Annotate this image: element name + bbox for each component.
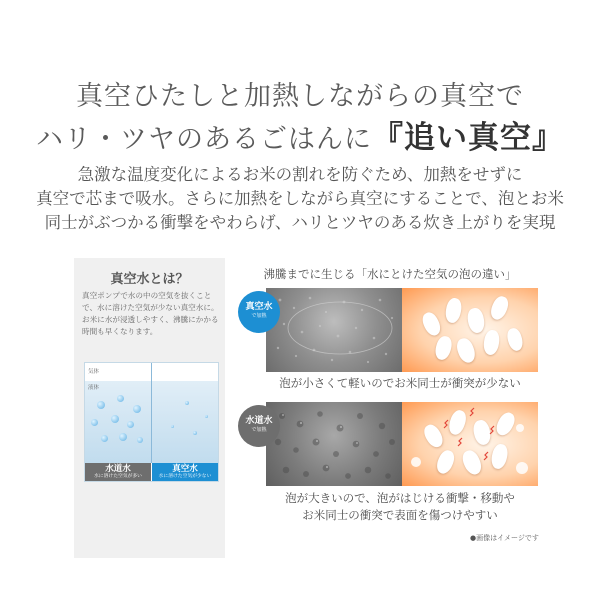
tap-water-label: [85, 463, 151, 481]
image-note: ●画像はイメージです: [470, 534, 539, 542]
tap-heating-badge: [238, 405, 280, 447]
air-bubble: [97, 401, 105, 409]
air-bubble: [133, 405, 141, 413]
rice-grain: [420, 310, 444, 338]
headline-line-1: 真空ひたしと加熱しながらの真空で: [76, 81, 524, 112]
rice-grain: [505, 327, 524, 353]
headline-emphasis: 『追い真空』: [372, 120, 564, 156]
rice-grains-vacuum-illustration: [402, 288, 538, 372]
body-line-1: 急激な温度変化によるお米の割れを防ぐため、加熱をせずに: [77, 165, 523, 184]
air-bubble: [91, 419, 98, 426]
gas-label: 気体: [88, 369, 100, 375]
tap-heating-badge-sub: で加熱: [251, 427, 267, 433]
tank-divider: [151, 363, 152, 463]
impact-marks: [402, 402, 538, 486]
vacuum-water-description: 真空ポンプで水の中の空気を抜くことで、水に溶けた空気が少ない真空水に。お米に水が浸透しやすく、沸騰にかかる時間も早くなります。: [82, 291, 219, 336]
air-bubble-small: [171, 425, 174, 428]
tap-water-subtitle: 水に溶けた空気が多い: [94, 474, 142, 479]
tap-water-bubbles-photo: [266, 402, 402, 486]
liquid-label: 液体: [88, 385, 100, 391]
tap-heating-caption-line-2: お米同士の衝突で表面を傷つけやすい: [302, 508, 498, 522]
large-bubbles-texture: [266, 402, 402, 486]
tap-heating-badge-title: 水道水: [245, 416, 273, 426]
air-bubble: [117, 395, 124, 402]
vacuum-water-label: [152, 463, 218, 481]
rice-grains-tap-illustration: [402, 402, 538, 486]
water-comparison-diagram: [84, 362, 219, 482]
air-bubble-small: [193, 431, 197, 435]
air-bubble-small: [185, 401, 189, 405]
rice-grain: [482, 329, 500, 356]
air-bubble: [111, 415, 119, 423]
headline-line-2-text: ハリ・ツヤのあるごはんに: [36, 124, 372, 155]
body-line-3: 同士がぶつかる衝撃をやわらげ、ハリとツヤのある炊き上がりを実現: [44, 213, 556, 232]
vacuum-water-label-title: 真空水: [172, 464, 198, 474]
tap-heating-image: [266, 402, 538, 486]
air-bubble: [119, 433, 127, 441]
rice-grain: [466, 307, 486, 334]
air-bubble-small: [205, 415, 208, 418]
rice-grain: [488, 294, 511, 322]
vacuum-heating-caption: 泡が小さくて軽いのでお米同士が衝突が少ない: [279, 376, 521, 390]
vacuum-heating-badge-title: 真空水: [245, 302, 273, 312]
air-bubble: [101, 435, 108, 442]
vacuum-water-bubbles-photo: [266, 288, 402, 372]
air-bubble: [137, 437, 143, 443]
body-line-2: 真空で芯まで吸水。さらに加熱をしながら真空にすることで、泡とお米: [36, 189, 564, 208]
vacuum-heating-badge: [238, 291, 280, 333]
vacuum-heating-badge-sub: で加熱: [251, 313, 267, 319]
vacuum-water-title: 真空水とは？: [110, 272, 189, 287]
rice-grain: [454, 336, 478, 365]
air-bubble: [127, 421, 134, 428]
vacuum-heating-image: [266, 288, 538, 372]
headline-line-2: [0, 112, 600, 157]
tap-water-title: 水道水: [105, 464, 131, 474]
vacuum-water-label-subtitle: 水に溶けた空気が少ない: [158, 474, 212, 479]
fine-bubbles-texture: [266, 288, 402, 372]
rice-grain: [433, 334, 454, 361]
rice-grain: [444, 297, 463, 324]
bubble-difference-caption: 沸騰までに生じる「水にとけた空気の泡の違い」: [263, 267, 517, 281]
tap-heating-caption-line-1: 泡が大きいので、泡がはじける衝撃・移動や: [285, 491, 515, 505]
